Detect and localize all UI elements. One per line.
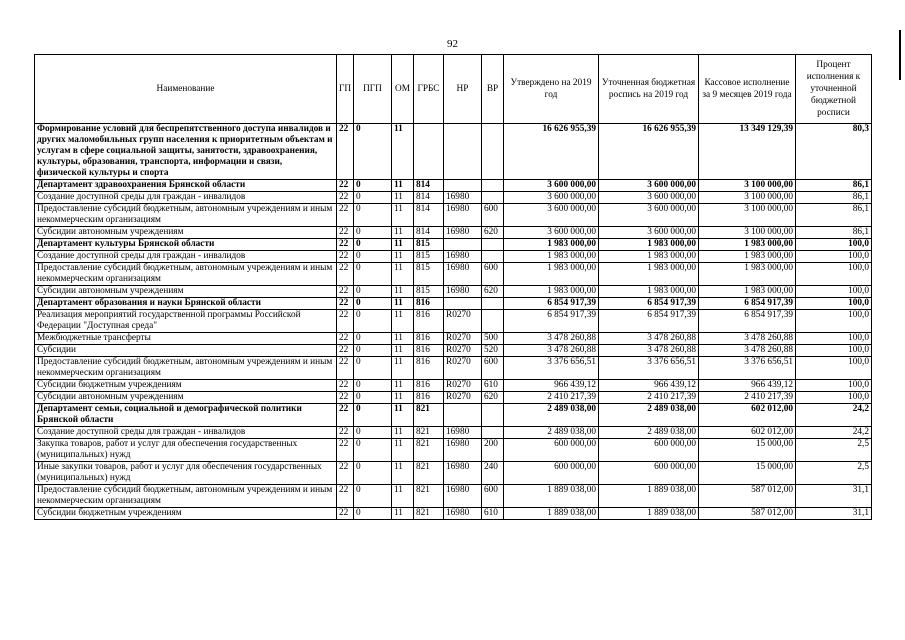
cell-name: Субсидии автономным учреждениям [35,286,337,298]
cell-grbs: 821 [414,404,444,427]
cell-gp: 22 [337,345,354,357]
cell-nr: 16980 [444,439,482,462]
cell-grbs: 821 [414,439,444,462]
cell-grbs: 815 [414,286,444,298]
cell-om: 11 [392,286,414,298]
cell-gp: 22 [337,239,354,251]
cell-percent: 100,0 [796,345,872,357]
cell-name: Иные закупки товаров, работ и услуг для обеспечения государственных (муниципальных) нужд [35,462,337,485]
cell-approved: 3 478 260,88 [504,345,599,357]
cell-om: 11 [392,485,414,508]
cell-ppgp: 0 [354,357,392,380]
cell-nr: 16980 [444,263,482,286]
cell-percent: 100,0 [796,380,872,392]
header-ppgp: ПГП [354,55,392,124]
cell-nr [444,298,482,310]
cell-nr: 16980 [444,192,482,204]
cell-approved: 1 983 000,00 [504,263,599,286]
cell-ppgp: 0 [354,239,392,251]
cell-percent: 100,0 [796,286,872,298]
cell-om: 11 [392,204,414,227]
header-percent: Процент исполнения к уточненной бюджетной росписи [796,55,872,124]
cell-cash: 602 012,00 [699,404,796,427]
cell-cash: 15 000,00 [699,439,796,462]
cell-name: Субсидии бюджетным учреждениям [35,508,337,520]
table-row [35,180,872,192]
cell-approved: 6 854 917,39 [504,310,599,333]
cell-nr: 16980 [444,251,482,263]
cell-vr: 520 [482,345,504,357]
cell-grbs: 816 [414,345,444,357]
cell-gp: 22 [337,462,354,485]
cell-vr: 240 [482,462,504,485]
cell-percent: 86,1 [796,227,872,239]
cell-vr [482,251,504,263]
cell-name: Межбюджетные трансферты [35,333,337,345]
cell-cash: 3 376 656,51 [699,357,796,380]
cell-om: 11 [392,404,414,427]
cell-cash: 3 100 000,00 [699,204,796,227]
cell-updated: 1 889 038,00 [599,485,699,508]
cell-ppgp: 0 [354,310,392,333]
cell-name: Создание доступной среды для граждан - инвалидов [35,192,337,204]
cell-grbs: 816 [414,298,444,310]
cell-nr [444,404,482,427]
cell-grbs: 816 [414,357,444,380]
cell-grbs: 816 [414,333,444,345]
cell-cash: 6 854 917,39 [699,310,796,333]
cell-updated: 600 000,00 [599,439,699,462]
cell-approved: 3 376 656,51 [504,357,599,380]
budget-execution-table [34,54,872,520]
cell-gp: 22 [337,310,354,333]
cell-cash: 587 012,00 [699,508,796,520]
cell-gp: 22 [337,251,354,263]
cell-updated: 2 489 038,00 [599,427,699,439]
cell-approved: 3 600 000,00 [504,227,599,239]
cell-name: Закупка товаров, работ и услуг для обеспечения государственных (муниципальных) нужд [35,439,337,462]
cell-updated: 600 000,00 [599,462,699,485]
cell-nr: R0270 [444,380,482,392]
cell-percent: 24,2 [796,404,872,427]
cell-name: Субсидии [35,345,337,357]
cell-gp: 22 [337,404,354,427]
table-row [35,439,872,462]
cell-gp: 22 [337,286,354,298]
cell-vr: 610 [482,508,504,520]
cell-name: Субсидии автономным учреждениям [35,392,337,404]
table-row [35,263,872,286]
cell-approved: 1 983 000,00 [504,286,599,298]
cell-vr: 600 [482,485,504,508]
cell-vr [482,298,504,310]
table-row [35,239,872,251]
cell-updated: 1 983 000,00 [599,251,699,263]
cell-updated: 966 439,12 [599,380,699,392]
cell-name: Департамент семьи, социальной и демографической политики Брянской области [35,404,337,427]
cell-name: Создание доступной среды для граждан - инвалидов [35,427,337,439]
cell-percent: 100,0 [796,357,872,380]
cell-name: Предоставление субсидий бюджетным, автономным учреждениям и иным некоммерческим организациям [35,357,337,380]
cell-vr [482,310,504,333]
cell-grbs [414,124,444,180]
cell-om: 11 [392,357,414,380]
cell-nr: R0270 [444,310,482,333]
cell-updated: 16 626 955,39 [599,124,699,180]
cell-cash: 15 000,00 [699,462,796,485]
cell-cash: 1 983 000,00 [699,251,796,263]
cell-vr [482,180,504,192]
cell-gp: 22 [337,333,354,345]
cell-gp: 22 [337,204,354,227]
cell-approved: 1 983 000,00 [504,239,599,251]
cell-grbs: 821 [414,427,444,439]
cell-vr [482,427,504,439]
cell-grbs: 815 [414,251,444,263]
cell-percent: 86,1 [796,180,872,192]
table-row [35,357,872,380]
table-row [35,380,872,392]
cell-nr: 16980 [444,427,482,439]
header-cash: Кассовое исполнение за 9 месяцев 2019 года [699,55,796,124]
table-row [35,404,872,427]
cell-ppgp: 0 [354,180,392,192]
cell-ppgp: 0 [354,485,392,508]
cell-approved: 2 489 038,00 [504,404,599,427]
cell-grbs: 815 [414,263,444,286]
cell-percent: 100,0 [796,239,872,251]
cell-gp: 22 [337,192,354,204]
cell-vr: 600 [482,263,504,286]
cell-vr [482,404,504,427]
cell-cash: 1 983 000,00 [699,286,796,298]
cell-gp: 22 [337,357,354,380]
cell-nr: 16980 [444,485,482,508]
cell-nr: R0270 [444,392,482,404]
cell-updated: 2 489 038,00 [599,404,699,427]
table-row [35,251,872,263]
cell-nr: R0270 [444,333,482,345]
cell-vr [482,239,504,251]
cell-vr: 620 [482,227,504,239]
cell-approved: 3 600 000,00 [504,180,599,192]
cell-grbs: 816 [414,392,444,404]
cell-vr: 500 [482,333,504,345]
cell-approved: 3 600 000,00 [504,192,599,204]
cell-vr [482,124,504,180]
cell-approved: 966 439,12 [504,380,599,392]
cell-cash: 587 012,00 [699,485,796,508]
cell-gp: 22 [337,180,354,192]
page-number: 92 [447,38,458,50]
cell-nr [444,239,482,251]
cell-vr: 610 [482,380,504,392]
cell-name: Предоставление субсидий бюджетным, автономным учреждениям и иным некоммерческим организациям [35,263,337,286]
cell-updated: 3 600 000,00 [599,227,699,239]
cell-ppgp: 0 [354,392,392,404]
cell-percent: 100,0 [796,310,872,333]
cell-updated: 3 376 656,51 [599,357,699,380]
page-edge-mark [899,30,901,80]
cell-om: 11 [392,124,414,180]
cell-nr: 16980 [444,204,482,227]
cell-ppgp: 0 [354,508,392,520]
cell-approved: 1 889 038,00 [504,508,599,520]
cell-cash: 3 100 000,00 [699,227,796,239]
cell-percent: 80,3 [796,124,872,180]
cell-updated: 1 889 038,00 [599,508,699,520]
cell-cash: 3 478 260,88 [699,333,796,345]
cell-om: 11 [392,251,414,263]
table-row [35,204,872,227]
cell-percent: 100,0 [796,263,872,286]
cell-grbs: 821 [414,462,444,485]
cell-nr [444,124,482,180]
cell-percent: 2,5 [796,439,872,462]
header-om: ОМ [392,55,414,124]
cell-nr: R0270 [444,345,482,357]
cell-cash: 966 439,12 [699,380,796,392]
cell-approved: 600 000,00 [504,462,599,485]
cell-grbs: 814 [414,180,444,192]
cell-grbs: 821 [414,508,444,520]
cell-percent: 2,5 [796,462,872,485]
cell-percent: 86,1 [796,204,872,227]
cell-grbs: 815 [414,239,444,251]
cell-percent: 24,2 [796,427,872,439]
cell-ppgp: 0 [354,192,392,204]
cell-om: 11 [392,310,414,333]
header-gp: ГП [337,55,354,124]
cell-updated: 3 478 260,88 [599,333,699,345]
cell-name: Создание доступной среды для граждан - инвалидов [35,251,337,263]
table-row [35,227,872,239]
cell-gp: 22 [337,439,354,462]
cell-percent: 31,1 [796,508,872,520]
cell-approved: 16 626 955,39 [504,124,599,180]
cell-approved: 1 983 000,00 [504,251,599,263]
table-row [35,392,872,404]
cell-updated: 2 410 217,39 [599,392,699,404]
cell-name: Формирование условий для беспрепятственного доступа инвалидов и других маломобильных групп населения к приоритетным объектам и услугам в сфере социальной защиты, занятости, здравоохранения, культуры, образования, транспорта, информации и связи, физической культуры и спорта [35,124,337,180]
cell-name: Субсидии автономным учреждениям [35,227,337,239]
table-body [35,124,872,520]
cell-updated: 6 854 917,39 [599,310,699,333]
table-row [35,286,872,298]
cell-ppgp: 0 [354,124,392,180]
cell-cash: 13 349 129,39 [699,124,796,180]
header-updated: Уточненная бюджетная роспись на 2019 год [599,55,699,124]
cell-om: 11 [392,427,414,439]
cell-ppgp: 0 [354,380,392,392]
cell-name: Департамент образования и науки Брянской области [35,298,337,310]
cell-om: 11 [392,508,414,520]
cell-cash: 3 100 000,00 [699,192,796,204]
cell-nr: 16980 [444,508,482,520]
cell-percent: 86,1 [796,192,872,204]
cell-grbs: 821 [414,485,444,508]
cell-gp: 22 [337,485,354,508]
cell-gp: 22 [337,427,354,439]
cell-om: 11 [392,392,414,404]
cell-vr: 600 [482,357,504,380]
cell-nr: 16980 [444,286,482,298]
table-row [35,508,872,520]
cell-vr: 200 [482,439,504,462]
cell-gp: 22 [337,392,354,404]
header-nr: НР [444,55,482,124]
cell-updated: 1 983 000,00 [599,263,699,286]
cell-om: 11 [392,180,414,192]
cell-nr [444,180,482,192]
cell-om: 11 [392,227,414,239]
cell-vr: 620 [482,286,504,298]
cell-ppgp: 0 [354,462,392,485]
cell-om: 11 [392,380,414,392]
cell-updated: 3 478 260,88 [599,345,699,357]
cell-cash: 3 478 260,88 [699,345,796,357]
cell-gp: 22 [337,227,354,239]
cell-ppgp: 0 [354,404,392,427]
cell-name: Предоставление субсидий бюджетным, автономным учреждениям и иным некоммерческим организациям [35,204,337,227]
cell-grbs: 816 [414,380,444,392]
cell-nr: 16980 [444,462,482,485]
table-header-row [35,55,872,124]
cell-approved: 1 889 038,00 [504,485,599,508]
cell-updated: 1 983 000,00 [599,239,699,251]
cell-om: 11 [392,462,414,485]
cell-approved: 6 854 917,39 [504,298,599,310]
cell-nr: 16980 [444,227,482,239]
table-row [35,298,872,310]
header-grbs: ГРБС [414,55,444,124]
cell-percent: 100,0 [796,298,872,310]
cell-name: Департамент культуры Брянской области [35,239,337,251]
cell-ppgp: 0 [354,263,392,286]
cell-updated: 3 600 000,00 [599,192,699,204]
cell-vr: 620 [482,392,504,404]
cell-approved: 2 489 038,00 [504,427,599,439]
cell-cash: 602 012,00 [699,427,796,439]
table-row [35,345,872,357]
cell-om: 11 [392,345,414,357]
cell-percent: 100,0 [796,251,872,263]
cell-name: Департамент здравоохранения Брянской области [35,180,337,192]
cell-ppgp: 0 [354,286,392,298]
cell-updated: 1 983 000,00 [599,286,699,298]
cell-percent: 100,0 [796,333,872,345]
table-row [35,427,872,439]
cell-cash: 2 410 217,39 [699,392,796,404]
header-name: Наименование [35,55,337,124]
cell-ppgp: 0 [354,251,392,263]
cell-updated: 3 600 000,00 [599,180,699,192]
table-row [35,485,872,508]
cell-vr [482,192,504,204]
cell-grbs: 814 [414,204,444,227]
table-row [35,333,872,345]
cell-approved: 3 600 000,00 [504,204,599,227]
cell-gp: 22 [337,298,354,310]
cell-gp: 22 [337,380,354,392]
cell-approved: 600 000,00 [504,439,599,462]
header-approved: Утверждено на 2019 год [504,55,599,124]
cell-gp: 22 [337,124,354,180]
cell-nr: R0270 [444,357,482,380]
cell-cash: 6 854 917,39 [699,298,796,310]
cell-percent: 31,1 [796,485,872,508]
cell-om: 11 [392,239,414,251]
table-row [35,462,872,485]
cell-updated: 6 854 917,39 [599,298,699,310]
table-row [35,310,872,333]
cell-om: 11 [392,439,414,462]
cell-percent: 100,0 [796,392,872,404]
cell-ppgp: 0 [354,333,392,345]
cell-approved: 2 410 217,39 [504,392,599,404]
cell-ppgp: 0 [354,427,392,439]
cell-name: Субсидии бюджетным учреждениям [35,380,337,392]
cell-ppgp: 0 [354,439,392,462]
cell-ppgp: 0 [354,227,392,239]
cell-cash: 1 983 000,00 [699,263,796,286]
cell-om: 11 [392,263,414,286]
cell-ppgp: 0 [354,298,392,310]
table-row [35,124,872,180]
cell-name: Реализация мероприятий государственной программы Российской Федерации "Доступная среда" [35,310,337,333]
cell-gp: 22 [337,508,354,520]
cell-ppgp: 0 [354,204,392,227]
cell-name: Предоставление субсидий бюджетным, автономным учреждениям и иным некоммерческим организациям [35,485,337,508]
cell-grbs: 816 [414,310,444,333]
cell-om: 11 [392,192,414,204]
cell-grbs: 814 [414,227,444,239]
table-row [35,192,872,204]
cell-approved: 3 478 260,88 [504,333,599,345]
cell-om: 11 [392,298,414,310]
cell-cash: 1 983 000,00 [699,239,796,251]
cell-om: 11 [392,333,414,345]
cell-gp: 22 [337,263,354,286]
cell-cash: 3 100 000,00 [699,180,796,192]
cell-updated: 3 600 000,00 [599,204,699,227]
cell-vr: 600 [482,204,504,227]
cell-grbs: 814 [414,192,444,204]
cell-ppgp: 0 [354,345,392,357]
header-vr: ВР [482,55,504,124]
